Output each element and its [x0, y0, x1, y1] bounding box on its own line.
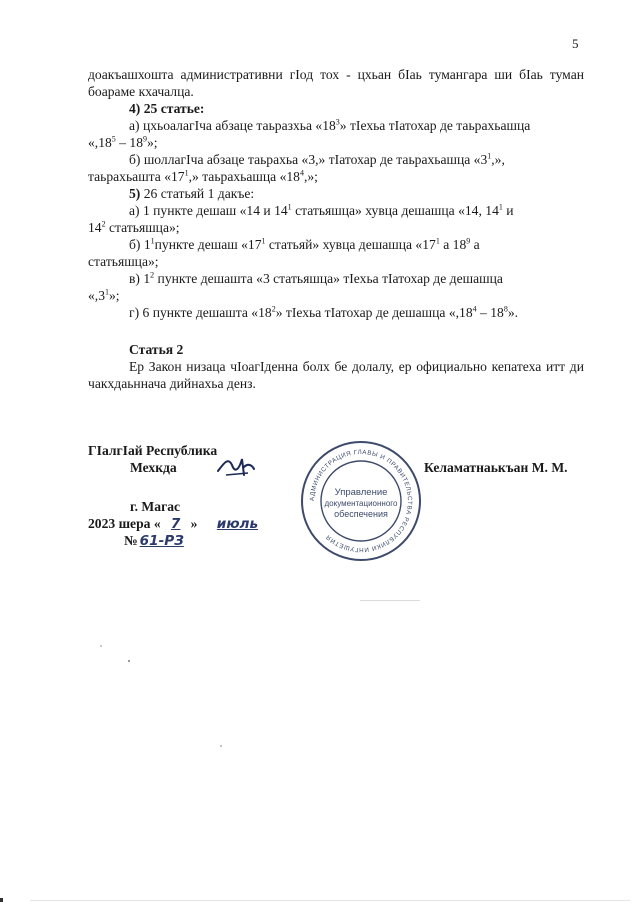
item-4b: б) шоллагIча абзаце таьрахьа «3,» тIатохар де таьрахьашца «$3^1$,», [129, 151, 505, 167]
scan-artifact [128, 660, 130, 662]
item-5a: а) 1 пункте дешаш «14 и $14^1$ статьяшца» хувца дешашца «14, $14^1$ и [129, 202, 514, 218]
item-4a: а) цхьоалагIча абзаце таьразхьа «$18^3$» тIехьа тIатохар де таьрахьашца [129, 117, 531, 133]
stamp-line-3: обеспечения [334, 509, 388, 519]
item-5-title: 5) 26 статьяй 1 дакъе: [129, 186, 255, 201]
scan-artifact [360, 600, 420, 601]
handwritten-signature [214, 451, 258, 479]
article-2-text: Ер Закон низаца чIоагIденна болх бе долалу, ер официально кепатеха итт ди чакхдаьннача дийнахьа денз. [88, 359, 584, 391]
number-line: № 61-РЗ [124, 533, 184, 549]
official-stamp [298, 438, 424, 564]
article-2-title: Статья 2 [129, 342, 184, 357]
item-4-title: 4) 25 статье: [129, 101, 205, 116]
item-5c: в) $1^2$ пункте дешашта «3 статьяшца» тIехьа тIатохар де дешашца [129, 270, 503, 286]
page-number: 5 [572, 36, 579, 51]
date-day: 7 [170, 516, 181, 532]
scan-artifact [100, 645, 102, 647]
article-2-block [88, 341, 584, 392]
org-line-2: Мехкда [130, 460, 177, 475]
item-5c-cont: «$,3^1$»; [88, 287, 120, 303]
item-5d: г) 6 пункте дешашта «$18^2$» тIехьа тIатохар де дешашца «$,18^4 - 18^8$». [129, 304, 519, 320]
stamp-line-1: Управление [334, 487, 388, 498]
item-5b: б) $1^1пункте$ дешаш «$17^1$ статьяй» хувца дешашца «$17^1$ а $18^9$ а [129, 236, 480, 252]
date-month: июль [216, 516, 259, 532]
item-4a-cont: «$,18^5 - 18^9$»; [88, 134, 158, 150]
law-number: 61-РЗ [139, 533, 184, 549]
scan-artifact [220, 745, 222, 747]
item-4-block [88, 100, 584, 321]
item-4b-cont: таьрахьашта «$17^1$,» таьрахьашца «$18^4$,»; [88, 168, 318, 184]
stamp-line-2: документационного [324, 499, 398, 508]
paragraph-continuation: доакъашхошта административни гIод тох - цхьан бIаь тумангара ши бIаь туман боараме кхачалца. [88, 67, 584, 99]
scan-artifact [30, 900, 630, 901]
signer-name: Келаматнаькъан М. М. [424, 460, 568, 475]
svg-text:АДМИНИСТРАЦИЯ ГЛАВЫ И ПРАВИТЕЛ: АДМИНИСТРАЦИЯ ГЛАВЫ И ПРАВИТЕЛЬСТВА РЕСПУБЛИКИ ИНГУШЕТИЯ [308, 448, 414, 554]
scan-artifact [0, 898, 3, 902]
item-5a-cont: $14^2$ статьяшца»; [88, 219, 180, 235]
item-5b-cont: статьяшца»; [88, 254, 159, 269]
date-line: 2023 шера « 7 » июль [88, 516, 273, 532]
city-line: г. Магас [130, 499, 181, 514]
org-line-1: ГIалгIай Республика [88, 443, 218, 458]
